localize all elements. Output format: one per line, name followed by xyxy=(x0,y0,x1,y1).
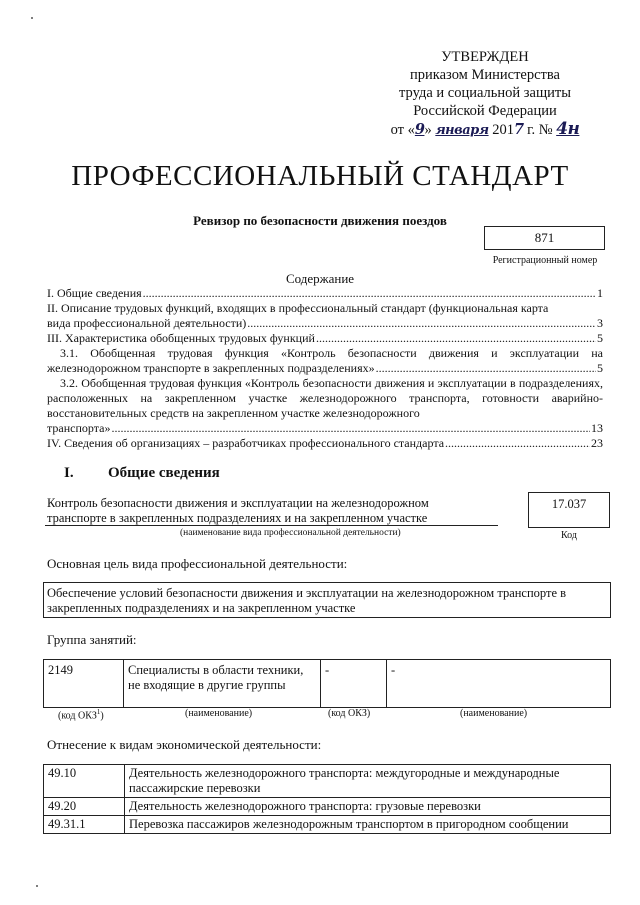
approval-order: приказом Министерства xyxy=(410,67,560,83)
okz-name-caption-2: (наименование) xyxy=(460,708,528,719)
okz-code-caption xyxy=(58,708,104,721)
scan-speck xyxy=(31,17,33,19)
toc-item-text: IV. Сведения об организациях – разработчиках профессионального стандарта xyxy=(47,436,445,450)
econ-label: Отнесение к видам экономической деятельности: xyxy=(47,737,322,752)
toc-item-text: I. Общие сведения xyxy=(47,286,142,300)
toc-leader xyxy=(376,361,596,376)
okved-code-cell: 49.20 xyxy=(44,798,125,815)
okz-caption-text: (код ОКЗ xyxy=(58,710,97,722)
activity-code-box: 17.037 xyxy=(528,492,610,528)
okz-name-caption: (наименование) xyxy=(185,708,253,719)
group-code-cell: 2149 xyxy=(44,660,124,707)
group-code-cell: - xyxy=(321,660,387,707)
table-of-contents xyxy=(47,286,603,451)
toc-item-page: 1 xyxy=(597,286,603,300)
group-name-cell: Специалисты в области техники, не входящие в другие группы xyxy=(124,660,321,707)
activity-name xyxy=(47,496,507,526)
approval-year-suffix: г. № xyxy=(523,122,553,138)
toc-item-text: железнодорожном транспорте в закрепленных подразделениях» xyxy=(47,361,375,375)
approval-close-quote: » xyxy=(424,122,432,138)
registration-number-box: 871 xyxy=(484,226,605,250)
approval-month: января xyxy=(435,123,489,138)
toc-item-page: 13 xyxy=(591,421,603,435)
approval-year-last: 7 xyxy=(513,121,524,138)
approval-block xyxy=(360,48,610,140)
contents-heading: Содержание xyxy=(285,271,355,286)
toc-item-body: 3.2. Обобщенная трудовая функция «Контроль безопасности движения и эксплуатации в подразделениях, расположенных на закрепленном участке железнодорожного транспорта, готовности аварийно-восстановительных средств на закрепленном участке железнодорожного xyxy=(47,376,603,420)
approval-number: 4н xyxy=(556,119,580,139)
okved-name-cell: Деятельность железнодорожного транспорта: грузовые перевозки xyxy=(129,799,481,813)
approval-country: Российской Федерации xyxy=(413,103,557,119)
activity-caption: (наименование вида профессиональной деятельности) xyxy=(180,528,401,538)
toc-item-text: 3.1. Обобщенная трудовая функция «Контроль безопасности движения и эксплуатации на xyxy=(60,346,603,360)
okved-name-cell: Перевозка пассажиров железнодорожным транспортом в пригородном сообщении xyxy=(129,817,569,831)
toc-item-page: 5 xyxy=(597,331,603,345)
activity-name-line: Контроль безопасности движения и эксплуатации на железнодорожном xyxy=(47,496,429,510)
activity-code-caption: Код xyxy=(561,530,577,541)
approval-ministry: труда и социальной защиты xyxy=(399,85,571,101)
table-row xyxy=(44,798,610,816)
approval-heading: УТВЕРЖДЕН xyxy=(441,49,529,65)
toc-item-3-1[interactable] xyxy=(47,346,603,376)
approval-year-prefix: 201 xyxy=(492,122,514,138)
toc-item-text: III. Характеристика обобщенных трудовых функций xyxy=(47,331,315,345)
okved-name-cell: Деятельность железнодорожного транспорта: междугородные и международные пассажирские перевозки xyxy=(129,766,560,795)
page-subtitle: Ревизор по безопасности движения поездов xyxy=(193,213,447,228)
toc-item-page: 23 xyxy=(591,436,603,450)
toc-leader xyxy=(111,421,590,436)
okved-code-cell: 49.31.1 xyxy=(44,816,125,833)
activity-underline xyxy=(45,525,498,526)
registration-number-label: Регистрационный номер xyxy=(492,255,598,266)
toc-leader xyxy=(143,286,596,301)
page-title: ПРОФЕССИОНАЛЬНЫЙ СТАНДАРТ xyxy=(71,160,569,192)
okz-code-caption-2: (код ОКЗ) xyxy=(328,708,371,719)
toc-item-text: транспорта» xyxy=(47,421,111,435)
activity-name-line: транспорте в закрепленных подразделениях и на закрепленном участке xyxy=(47,511,428,525)
group-label: Группа занятий: xyxy=(47,632,137,647)
table-row xyxy=(44,816,610,834)
scan-speck xyxy=(36,885,38,887)
section-title: Общие сведения xyxy=(108,465,220,481)
toc-leader xyxy=(316,331,596,346)
approval-date-line xyxy=(360,120,610,140)
goal-box: Обеспечение условий безопасности движения и эксплуатации на железнодорожном транспорте в закрепленных подразделениях и на закрепленном участке xyxy=(43,582,611,618)
okz-caption-close: ) xyxy=(100,710,104,722)
section-heading xyxy=(64,465,220,482)
toc-item-text: вида профессиональной деятельности) xyxy=(47,316,247,330)
toc-leader xyxy=(445,436,590,451)
toc-item-text: II. Описание трудовых функций, входящих в профессиональный стандарт (функциональная карта xyxy=(47,301,549,315)
group-name-cell: - xyxy=(391,663,396,677)
toc-item-page: 5 xyxy=(597,361,603,375)
approval-from: от « xyxy=(390,122,415,138)
toc-leader xyxy=(247,316,596,331)
toc-item-4[interactable] xyxy=(47,436,603,451)
okved-code-cell: 49.10 xyxy=(44,765,125,797)
toc-item-3-2[interactable] xyxy=(47,376,603,436)
toc-item-3[interactable] xyxy=(47,331,603,346)
approval-day: 9 xyxy=(414,121,425,138)
table-row xyxy=(44,765,610,798)
occupation-group-table xyxy=(43,659,611,708)
goal-label: Основная цель вида профессиональной деятельности: xyxy=(47,556,348,571)
section-number: I. xyxy=(64,465,74,481)
toc-item-2[interactable] xyxy=(47,301,603,331)
footnote-mark: 1 xyxy=(96,708,101,716)
economic-activity-table xyxy=(43,764,611,834)
toc-item-1[interactable] xyxy=(47,286,603,301)
toc-item-text xyxy=(47,376,603,421)
toc-item-page: 3 xyxy=(597,316,603,330)
